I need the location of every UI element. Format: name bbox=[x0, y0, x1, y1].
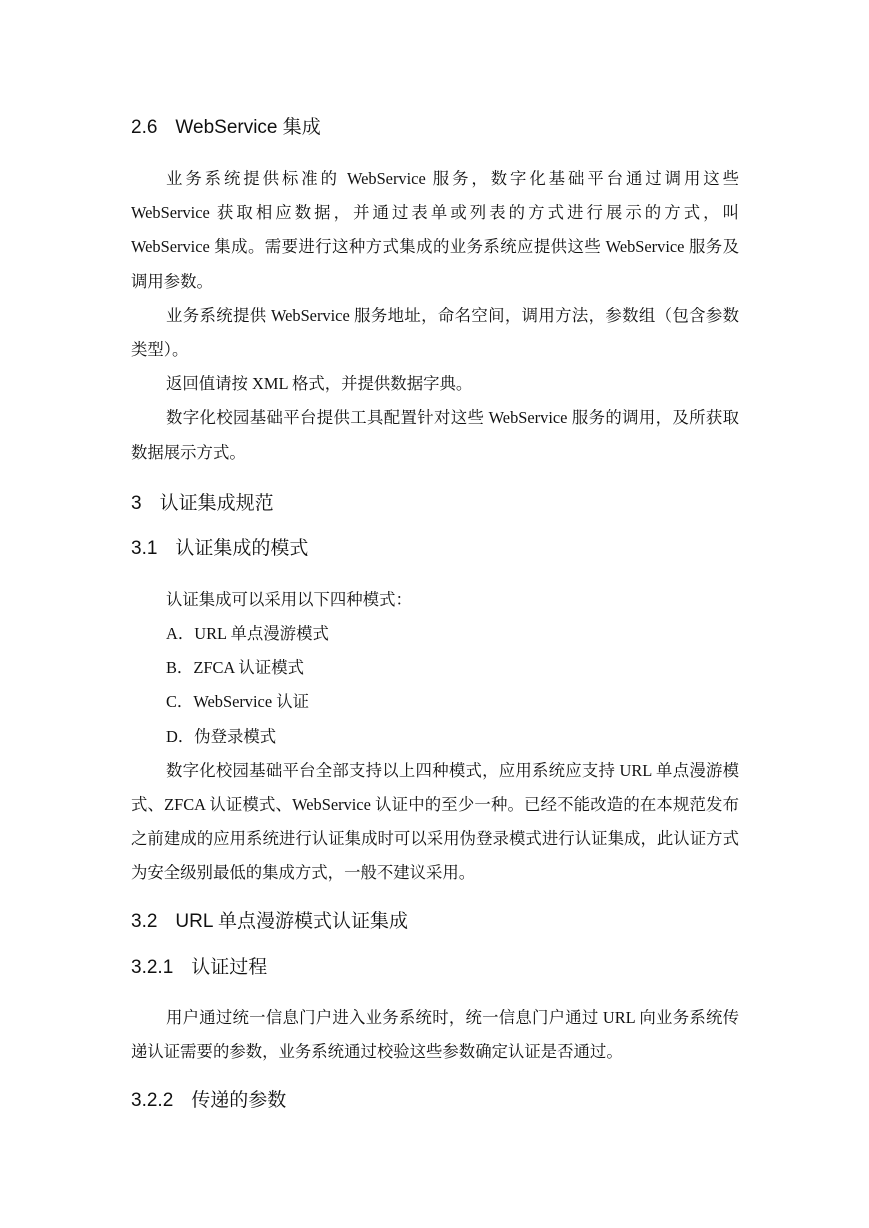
heading-title: 认证集成的模式 bbox=[175, 537, 309, 559]
heading-number: 3 bbox=[131, 492, 142, 514]
heading-3 bbox=[131, 490, 739, 518]
heading-3-2-2 bbox=[131, 1087, 739, 1115]
list-item-text: ZFCA 认证模式 bbox=[193, 658, 304, 678]
paragraph: 数字化校园基础平台提供工具配置针对这些 WebService 服务的调用，及所获取数据展示方式。 bbox=[131, 408, 739, 462]
list-item bbox=[131, 685, 739, 719]
heading-number: 3.2 bbox=[131, 910, 158, 932]
list-item bbox=[131, 651, 739, 685]
heading-title: WebService 集成 bbox=[175, 117, 321, 138]
heading-title: 传递的参数 bbox=[191, 1090, 287, 1112]
page-content bbox=[131, 104, 739, 1115]
heading-title: 认证过程 bbox=[191, 956, 268, 978]
list-marker: B． bbox=[166, 658, 194, 678]
heading-number: 3.1 bbox=[131, 537, 158, 559]
heading-title: URL 单点漫游模式认证集成 bbox=[175, 910, 409, 932]
heading-number: 3.2.2 bbox=[131, 1090, 174, 1112]
list-marker: C． bbox=[166, 692, 194, 712]
paragraph: 返回值请按 XML 格式，并提供数据字典。 bbox=[166, 374, 473, 394]
list-item-text: WebService 认证 bbox=[193, 692, 309, 712]
heading-3-2 bbox=[131, 908, 739, 936]
list-item bbox=[131, 720, 739, 754]
paragraph: 业务系统提供 WebService 服务地址，命名空间，调用方法，参数组（包含参数类型）。 bbox=[131, 305, 739, 360]
heading-title: 认证集成规范 bbox=[159, 492, 274, 514]
heading-number: 3.2.1 bbox=[131, 956, 174, 978]
paragraph: 用户通过统一信息门户进入业务系统时，统一信息门户通过 URL 向业务系统传递认证需要的参数，业务系统通过校验这些参数确定认证是否通过。 bbox=[131, 1007, 739, 1061]
heading-number: 2.6 bbox=[131, 117, 158, 138]
paragraph: 业务系统提供标准的 WebService 服务，数字化基础平台通过调用这些 WebService 获取相应数据，并通过表单或列表的方式进行展示的方式，叫 WebService 集成。需要进行这种方式集成的业务系统应提供这些 WebService 服务及调用参数。 bbox=[131, 169, 739, 291]
paragraph: 认证集成可以采用以下四种模式： bbox=[166, 589, 412, 609]
paragraph: 数字化校园基础平台全部支持以上四种模式，应用系统应支持 URL 单点漫游模式、ZFCA 认证模式、WebService 认证中的至少一种。已经不能改造的在本规范发布之前建成的应用系统进行认证集成时可以采用伪登录模式进行认证集成，此认证方式为安全级别最低的集成方式，一般不建议采用。 bbox=[131, 760, 739, 883]
list-marker: A． bbox=[166, 624, 195, 644]
heading-2-6 bbox=[131, 114, 739, 142]
heading-3-2-1 bbox=[131, 954, 739, 982]
list-marker: D． bbox=[166, 726, 195, 746]
list-item-text: 伪登录模式 bbox=[194, 726, 277, 746]
heading-3-1 bbox=[131, 535, 739, 563]
list-item-text: URL 单点漫游模式 bbox=[194, 624, 329, 644]
list-item bbox=[131, 617, 739, 651]
